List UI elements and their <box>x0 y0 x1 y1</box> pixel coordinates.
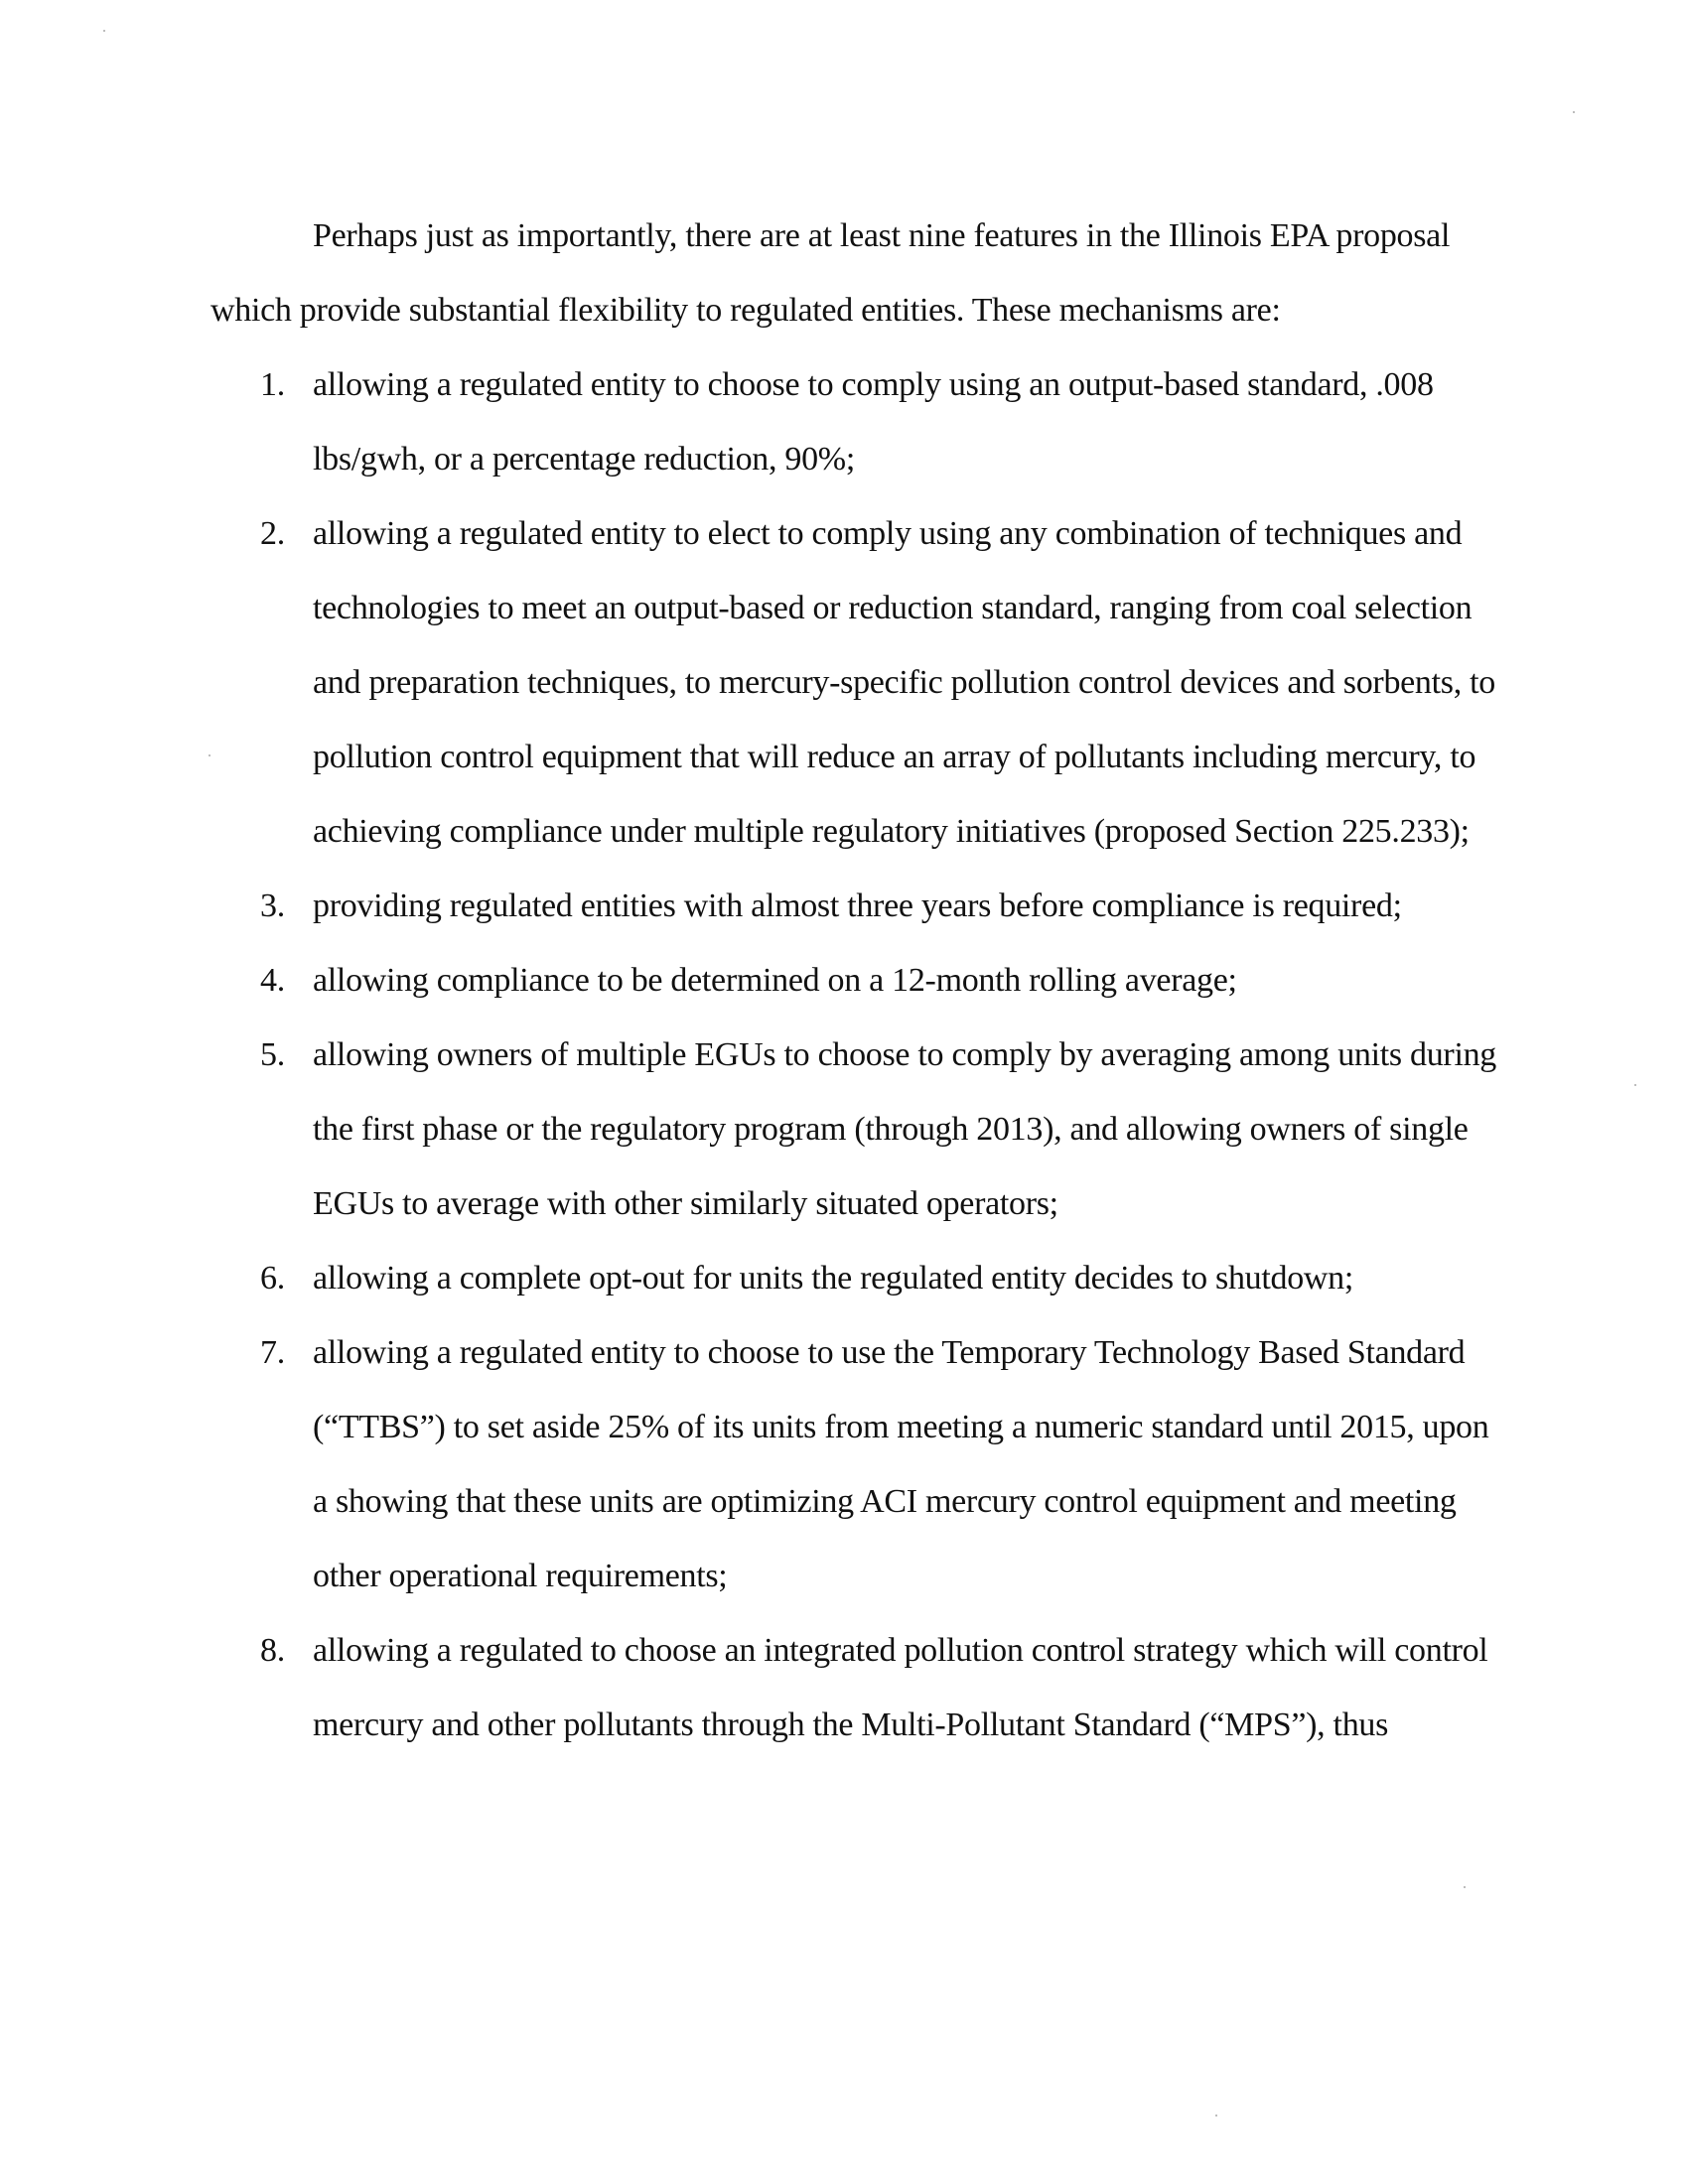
list-item-text: allowing a regulated entity to choose to comply using an output-based standard, .008 lbs/gwh, or a percentage reduction, 90%; <box>313 366 1434 478</box>
list-item <box>210 347 1501 496</box>
list-item-number: 3. <box>260 887 285 924</box>
list-item-number: 7. <box>260 1334 285 1371</box>
list-item <box>210 496 1501 869</box>
scan-speck <box>1464 1886 1466 1888</box>
list-item <box>210 869 1501 943</box>
list-item <box>210 1018 1501 1241</box>
scan-speck <box>1634 1084 1636 1086</box>
scan-speck <box>103 30 105 32</box>
list-item-number: 1. <box>260 366 285 403</box>
list-item-text: providing regulated entities with almost three years before compliance is required; <box>313 887 1402 924</box>
list-item <box>210 1613 1501 1762</box>
list-item <box>210 1241 1501 1315</box>
list-item-number: 4. <box>260 962 285 999</box>
list-item-number: 8. <box>260 1632 285 1669</box>
list-item-text: allowing owners of multiple EGUs to choose to comply by averaging among units during the first phase or the regulatory program (through 2013), and allowing owners of single EGUs to average with other similarly situated operators; <box>313 1036 1496 1222</box>
body-text <box>210 199 1501 1762</box>
mechanisms-list <box>210 347 1501 1762</box>
list-item-number: 6. <box>260 1260 285 1297</box>
list-item-text: allowing a regulated entity to elect to comply using any combination of techniques and technologies to meet an output-based or reduction standard, ranging from coal selection and preparation techniques, to mercury-specific pollution control devices and sorbents, to pollution control equipment that will reduce an array of pollutants including mercury, to achieving compliance under multiple regulatory initiatives (proposed Section 225.233); <box>313 515 1495 850</box>
list-item <box>210 1315 1501 1613</box>
intro-paragraph: Perhaps just as importantly, there are at least nine features in the Illinois EPA proposal which provide substantial flexibility to regulated entities. These mechanisms are: <box>210 217 1451 329</box>
list-item-text: allowing a regulated entity to choose to use the Temporary Technology Based Standard (“TTBS”) to set aside 25% of its units from meeting a numeric standard until 2015, upon a showing that these units are optimizing ACI mercury control equipment and meeting other operational requirements; <box>313 1334 1489 1594</box>
list-item-text: allowing a regulated to choose an integrated pollution control strategy which will control mercury and other pollutants through the Multi-Pollutant Standard (“MPS”), thus <box>313 1632 1488 1743</box>
list-item-text: allowing compliance to be determined on a 12-month rolling average; <box>313 962 1237 999</box>
list-item-text: allowing a complete opt-out for units the regulated entity decides to shutdown; <box>313 1260 1353 1297</box>
scan-speck <box>1573 111 1575 113</box>
list-item-number: 2. <box>260 515 285 552</box>
scan-speck <box>1215 2115 1217 2116</box>
list-item-number: 5. <box>260 1036 285 1073</box>
list-item <box>210 943 1501 1018</box>
